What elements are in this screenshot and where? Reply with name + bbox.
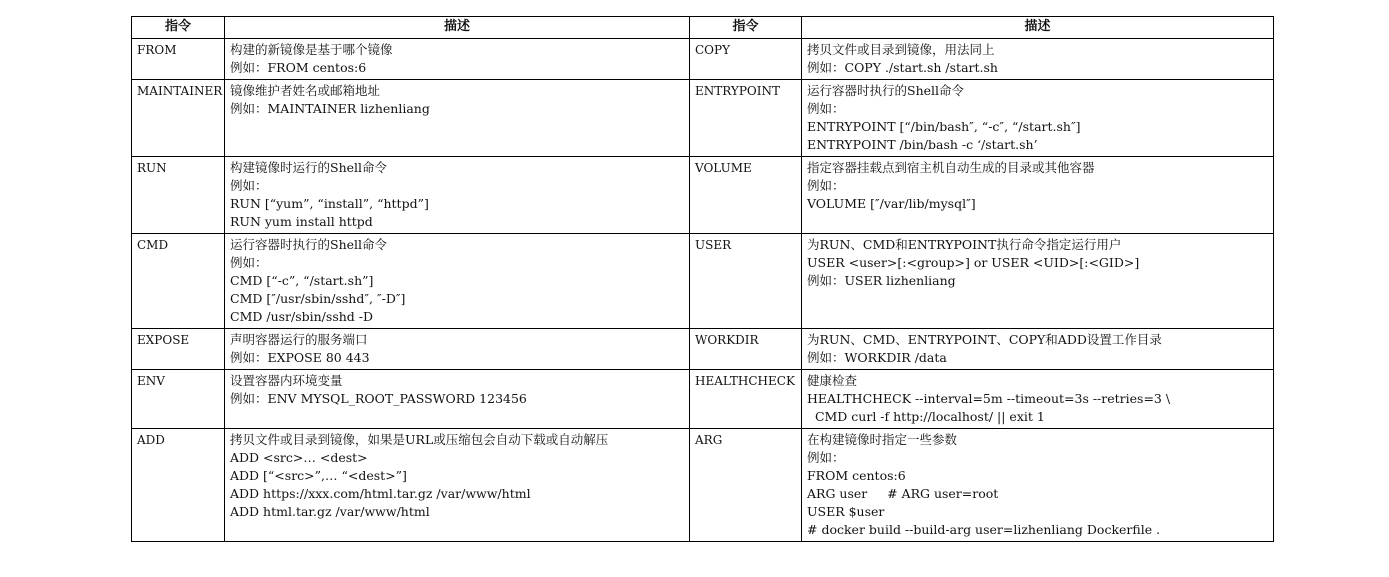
description-line: 指定容器挂载点到宿主机自动生成的目录或其他容器	[807, 160, 1095, 175]
description-cell-right	[802, 370, 1274, 429]
description-line: 为RUN、CMD和ENTRYPOINT执行命令指定运行用户	[807, 237, 1122, 252]
description-line: 例如：	[807, 450, 845, 465]
instruction-cell-left: FROM	[132, 39, 225, 80]
description-line: 运行容器时执行的Shell命令	[230, 237, 388, 252]
description-line: 例如：USER lizhenliang	[807, 273, 956, 288]
table-row	[132, 429, 1274, 542]
instruction-cell-right: VOLUME	[690, 157, 802, 234]
description-line: VOLUME [″/var/lib/mysql″]	[807, 196, 976, 211]
description-line: CMD [“-c”, “/start.sh”]	[230, 273, 374, 288]
description-line: 拷贝文件或目录到镜像，用法同上	[807, 42, 995, 57]
description-line: ADD html.tar.gz /var/www/html	[230, 504, 430, 519]
header-instruction-right: 指令	[690, 17, 802, 39]
description-line: 镜像维护者姓名或邮箱地址	[230, 83, 381, 98]
instruction-cell-right: ENTRYPOINT	[690, 80, 802, 157]
instruction-cell-left: MAINTAINER	[132, 80, 225, 157]
instruction-cell-right: COPY	[690, 39, 802, 80]
description-line: ADD https://xxx.com/html.tar.gz /var/www/html	[230, 486, 531, 501]
description-line: 设置容器内环境变量	[230, 373, 343, 388]
description-line: 例如：COPY ./start.sh /start.sh	[807, 60, 998, 75]
instruction-cell-left: ADD	[132, 429, 225, 542]
description-cell-right	[802, 429, 1274, 542]
table-body	[132, 39, 1274, 542]
description-line: 例如：FROM centos:6	[230, 60, 367, 75]
table-row	[132, 39, 1274, 80]
instruction-cell-right: USER	[690, 234, 802, 329]
description-line: 声明容器运行的服务端口	[230, 332, 368, 347]
description-line: 构建镜像时运行的Shell命令	[230, 160, 388, 175]
description-line: RUN yum install httpd	[230, 214, 373, 229]
description-cell-right	[802, 39, 1274, 80]
description-line: 例如：	[230, 178, 268, 193]
table-row	[132, 234, 1274, 329]
description-line: 健康检查	[807, 373, 858, 388]
description-line: 例如：	[807, 101, 845, 116]
description-line: 拷贝文件或目录到镜像，如果是URL或压缩包会自动下载或自动解压	[230, 432, 609, 447]
instruction-cell-right: WORKDIR	[690, 329, 802, 370]
description-line: CMD /usr/sbin/sshd -D	[230, 309, 373, 324]
header-instruction-left: 指令	[132, 17, 225, 39]
description-line: CMD [″/usr/sbin/sshd″, ″-D″]	[230, 291, 406, 306]
description-line: 例如：MAINTAINER lizhenliang	[230, 101, 430, 116]
instruction-cell-left: EXPOSE	[132, 329, 225, 370]
instruction-cell-right: HEALTHCHECK	[690, 370, 802, 429]
table-row	[132, 329, 1274, 370]
description-line: 例如：EXPOSE 80 443	[230, 350, 370, 365]
description-cell-left	[225, 80, 690, 157]
header-description-left: 描述	[225, 17, 690, 39]
table-row	[132, 80, 1274, 157]
instruction-cell-left: RUN	[132, 157, 225, 234]
description-cell-right	[802, 157, 1274, 234]
instruction-cell-left: ENV	[132, 370, 225, 429]
description-line: USER $user	[807, 504, 885, 519]
description-line: 构建的新镜像是基于哪个镜像	[230, 42, 393, 57]
description-cell-right	[802, 329, 1274, 370]
instruction-cell-right: ARG	[690, 429, 802, 542]
description-line: RUN [“yum”, “install”, “httpd”]	[230, 196, 429, 211]
description-line: ENTRYPOINT [“/bin/bash″, “-c″, “/start.sh″]	[807, 119, 1081, 134]
table-row	[132, 370, 1274, 429]
description-line: 例如：ENV MYSQL_ROOT_PASSWORD 123456	[230, 391, 527, 406]
description-cell-left	[225, 39, 690, 80]
description-cell-left	[225, 429, 690, 542]
description-line: ADD [“<src>”,… “<dest>”]	[230, 468, 407, 483]
description-line: ENTRYPOINT /bin/bash -c ‘/start.sh’	[807, 137, 1038, 152]
description-line: ADD <src>… <dest>	[230, 450, 368, 465]
description-cell-left	[225, 329, 690, 370]
description-line: 例如：WORKDIR /data	[807, 350, 947, 365]
description-line: 为RUN、CMD、ENTRYPOINT、COPY和ADD设置工作目录	[807, 332, 1162, 347]
description-line: 例如：	[807, 178, 845, 193]
header-row	[132, 17, 1274, 39]
instruction-cell-left: CMD	[132, 234, 225, 329]
header-description-right: 描述	[802, 17, 1274, 39]
description-line: USER <user>[:<group>] or USER <UID>[:<GID>]	[807, 255, 1140, 270]
description-cell-left	[225, 370, 690, 429]
description-line: HEALTHCHECK --interval=5m --timeout=3s --retries=3 \	[807, 391, 1171, 406]
description-cell-right	[802, 234, 1274, 329]
description-line: FROM centos:6	[807, 468, 906, 483]
description-line: 在构建镜像时指定一些参数	[807, 432, 958, 447]
description-cell-left	[225, 234, 690, 329]
description-line: 运行容器时执行的Shell命令	[807, 83, 965, 98]
description-line: # docker build --build-arg user=lizhenliang Dockerfile .	[807, 522, 1161, 537]
description-line: 例如：	[230, 255, 268, 270]
description-cell-right	[802, 80, 1274, 157]
description-cell-left	[225, 157, 690, 234]
dockerfile-instructions-table	[131, 16, 1274, 542]
table-row	[132, 157, 1274, 234]
description-line: CMD curl -f http://localhost/ || exit 1	[807, 409, 1045, 424]
description-line: ARG user # ARG user=root	[807, 486, 999, 501]
